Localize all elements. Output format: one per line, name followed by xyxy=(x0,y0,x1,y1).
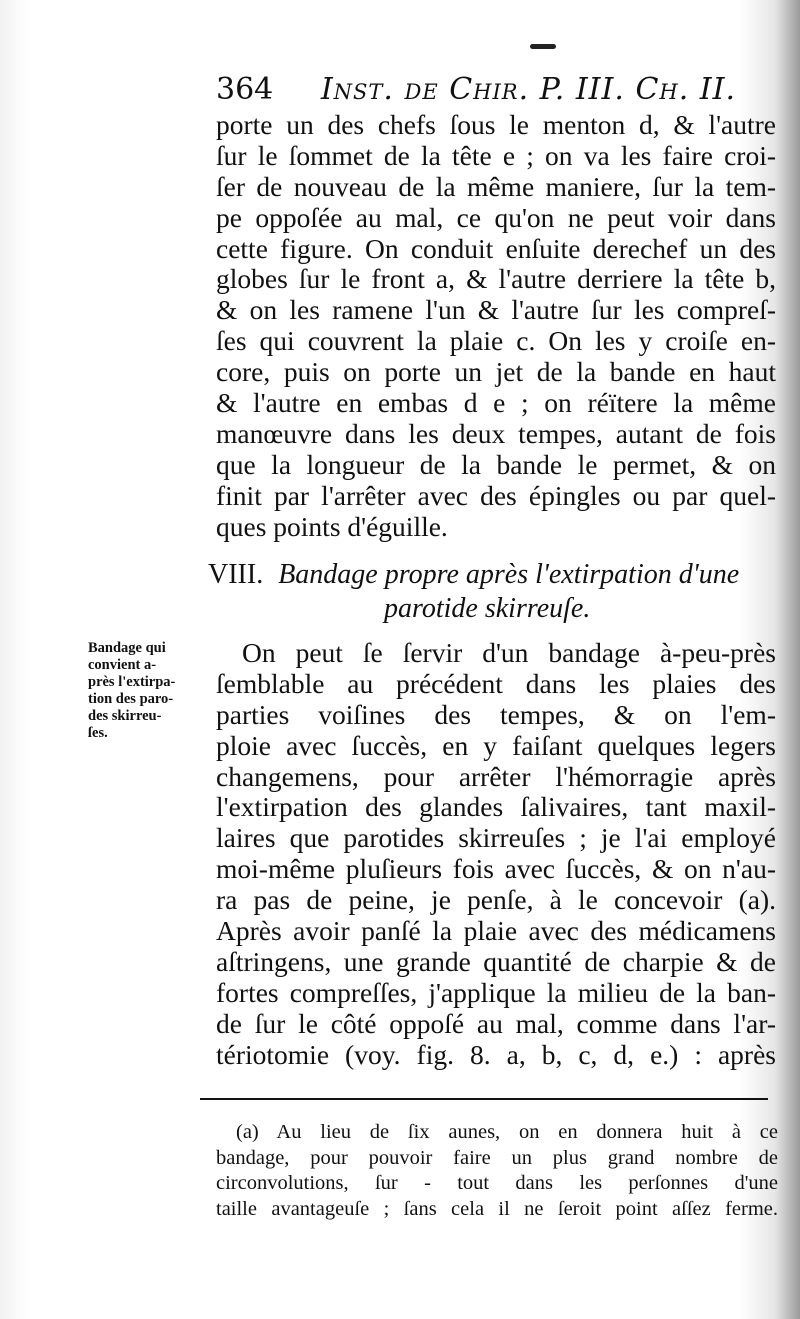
section-title-part-1: Bandage propre après l'extirpation d'une xyxy=(278,559,740,590)
text-line: ques points d'éguille. xyxy=(216,510,448,542)
text-line: ſes qui couvrent la plaie c. On les y croiſe en- xyxy=(216,325,776,357)
margin-note-line: ſes. xyxy=(88,725,108,741)
running-head-title: Inst. de Chir. P. III. Ch. II. xyxy=(320,72,737,107)
text-line: ra pas de peine, je penſe, à le concevoir (a). xyxy=(216,884,776,916)
text-line: laires que parotides skirreuſes ; je l'ai employé xyxy=(216,822,776,854)
section-number: VIII. xyxy=(208,559,264,590)
text-line: aſtringens, une grande quantité de charpie & de xyxy=(216,945,776,977)
text-line: & on les ramene l'un & l'autre ſur les compreſ- xyxy=(216,294,776,326)
text-line: changemens, pour arrêter l'hémorragie après xyxy=(216,760,776,792)
footnote-line: taille avantageuſe ; ſans cela il ne ſeroit point aſſez ferme. xyxy=(216,1197,778,1220)
footnote-line: bandage, pour pouvoir faire un plus grand nombre de xyxy=(216,1146,778,1169)
text-line: tériotomie (voy. fig. 8. a, b, c, d, e.) : après xyxy=(216,1038,776,1070)
body-text-top xyxy=(216,110,776,542)
text-line: pe oppoſée au mal, ce qu'on ne peut voir dans xyxy=(216,201,776,233)
text-line: Après avoir panſé la plaie avec des médicamens xyxy=(216,915,776,947)
section-title-part-2: parotide skirreuſe. xyxy=(384,593,591,624)
text-line: ſur le ſommet de la tête e ; on va les faire croi- xyxy=(216,139,776,171)
margin-note xyxy=(88,640,213,742)
text-line: parties voiſines des tempes, & on l'em- xyxy=(216,698,776,730)
text-line: globes ſur le front a, & l'autre derriere la tête b, xyxy=(216,263,776,295)
text-line: & l'autre en embas d e ; on réïtere la même xyxy=(216,387,776,419)
text-line: de ſur le côté oppoſé au mal, comme dans l'ar- xyxy=(216,1007,776,1039)
text-line: ploie avec ſuccès, en y faiſant quelques legers xyxy=(216,729,776,761)
margin-note-line: des skirreu- xyxy=(88,708,162,724)
section-heading xyxy=(208,558,778,626)
footnote-line: (a) Au lieu de ſix aunes, on en donnera huit à ce xyxy=(236,1121,778,1143)
text-line: porte un des chefs ſous le menton d, & l'autre xyxy=(216,109,776,140)
text-line: manœuvre dans les deux tempes, autant de fois xyxy=(216,417,776,449)
margin-note-line: tion des paro- xyxy=(88,691,174,707)
page-number: 364 xyxy=(216,72,274,107)
text-line: cette figure. On conduit enſuite derechef un des xyxy=(216,232,776,264)
footnote-line: circonvolutions, ſur - tout dans les perſonnes d'une xyxy=(216,1172,778,1194)
margin-note-line: convient a- xyxy=(88,657,157,673)
margin-note-line: près l'extirpa- xyxy=(88,674,176,690)
running-head xyxy=(216,72,736,112)
footnote xyxy=(216,1120,778,1222)
text-line: core, puis on porte un jet de la bande en haut xyxy=(216,356,776,388)
text-line: moi-même pluſieurs fois avec ſuccès, & on n'au- xyxy=(216,853,776,885)
printer-dash-mark xyxy=(530,44,556,49)
text-line: ſemblable au précédent dans les plaies des xyxy=(216,667,776,699)
text-line: finit par l'arrêter avec des épingles ou par quel- xyxy=(216,479,776,511)
section-heading-line-1 xyxy=(208,558,778,592)
text-line: On peut ſe ſervir d'un bandage à-peu-près xyxy=(242,637,776,668)
body-text-bottom xyxy=(216,638,776,1070)
text-line: ſer de nouveau de la même maniere, ſur la tem- xyxy=(216,170,776,202)
text-line: fortes compreſſes, j'applique la milieu de la ban- xyxy=(216,976,776,1008)
text-line: que la longueur de la bande le permet, & on xyxy=(216,448,776,480)
footnote-rule xyxy=(200,1098,768,1100)
text-line: l'extirpation des glandes ſalivaires, tant maxil- xyxy=(216,791,776,823)
margin-note-line: Bandage qui xyxy=(88,640,166,656)
